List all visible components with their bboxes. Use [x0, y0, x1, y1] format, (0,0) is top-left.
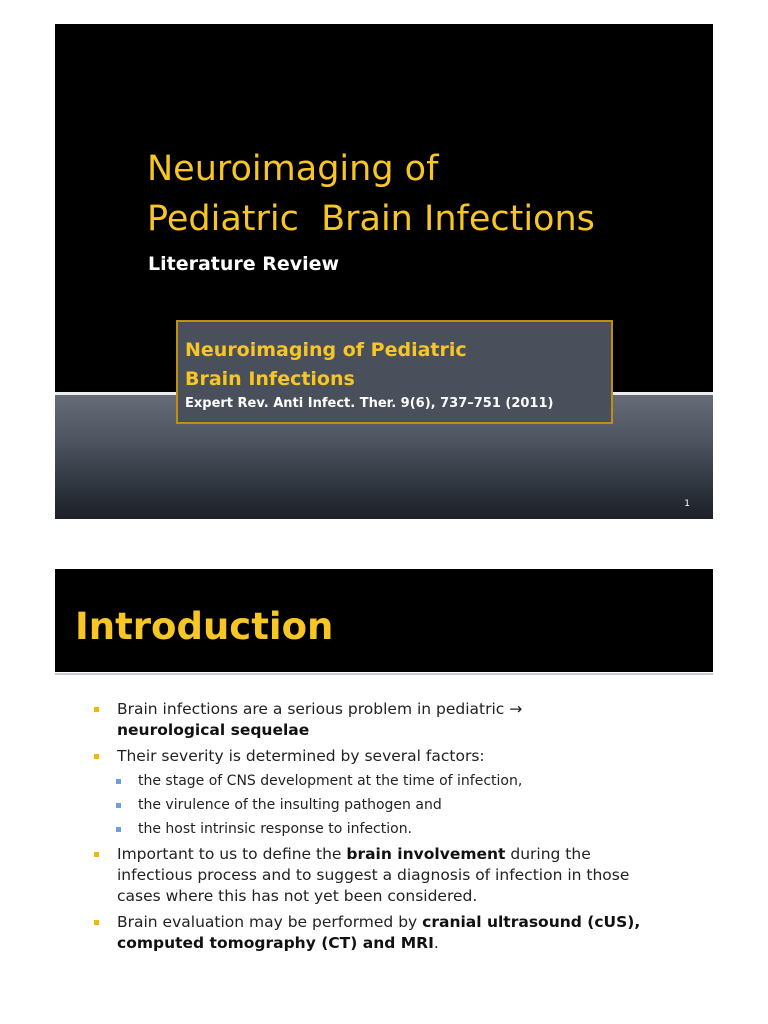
- sub-bullet-text: the virulence of the insulting pathogen and: [138, 797, 442, 813]
- bullet-marker: [94, 920, 99, 925]
- sub-bullet-item: [55, 796, 713, 815]
- title-line-1: Neuroimaging of: [147, 149, 439, 189]
- sub-bullet-item: [55, 772, 713, 791]
- title-slide: [55, 24, 713, 519]
- sub-bullet-marker: [116, 803, 121, 808]
- reference-title-line-1: Neuroimaging of Pediatric: [185, 339, 467, 361]
- bullet-item: [55, 699, 645, 741]
- bullet-text: Their severity is determined by several factors:: [117, 747, 485, 765]
- bullet-bold-text: brain involvement: [346, 845, 506, 863]
- sub-bullet-marker: [116, 779, 121, 784]
- slide-number: 1: [684, 499, 690, 509]
- bullet-marker: [94, 852, 99, 857]
- slide-title: [147, 144, 687, 244]
- sub-bullet-text: the host intrinsic response to infection.: [138, 821, 413, 837]
- slide-header: [55, 569, 713, 672]
- bullet-text: Brain infections are a serious problem in pediatric →: [117, 700, 523, 718]
- bullet-item: [55, 746, 645, 767]
- introduction-slide: [55, 569, 713, 1009]
- reference-citation: Expert Rev. Anti Infect. Ther. 9(6), 737–751 (2011): [185, 396, 554, 411]
- header-divider: [55, 673, 713, 675]
- slide-subtitle: Literature Review: [148, 253, 340, 275]
- sub-bullet-marker: [116, 827, 121, 832]
- reference-title-line-2: Brain Infections: [185, 368, 355, 390]
- bullet-text-post: during the infectious process and to suggest a diagnosis of infection in those cases where this has not yet been considered.: [117, 845, 630, 905]
- bullet-text-pre: Brain evaluation may be performed by: [117, 913, 423, 931]
- sub-bullet-item: [55, 820, 713, 839]
- sub-bullet-text: the stage of CNS development at the time of infection,: [138, 773, 523, 789]
- bullet-bold-text: neurological sequelae: [117, 721, 310, 739]
- reference-box: [176, 320, 613, 424]
- slide-title: Introduction: [75, 605, 334, 648]
- bullet-text-post: .: [433, 934, 439, 952]
- bullet-bold-text: cranial ultrasound (cUS), computed tomography (CT) and MRI: [117, 913, 641, 952]
- bullet-text-pre: Important to us to define the: [117, 845, 347, 863]
- bullet-item: [55, 912, 645, 954]
- bullet-marker: [94, 707, 99, 712]
- bullet-marker: [94, 754, 99, 759]
- bullet-list: [55, 699, 713, 959]
- reference-title: [185, 336, 605, 394]
- bullet-item: [55, 844, 645, 907]
- title-line-2: Pediatric Brain Infections: [147, 199, 595, 239]
